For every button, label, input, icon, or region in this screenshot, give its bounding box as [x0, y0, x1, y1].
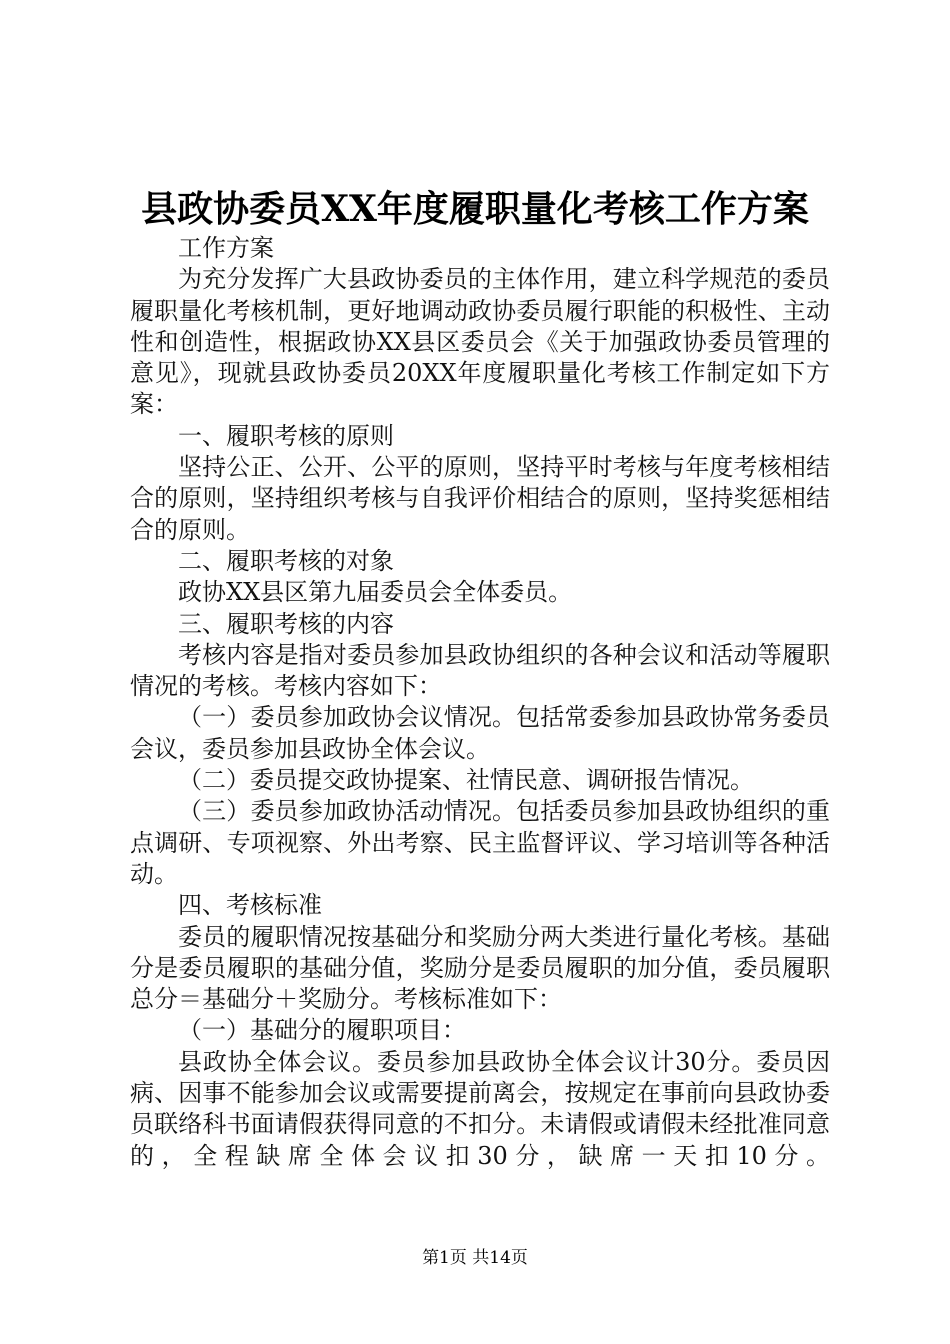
list-item-meetings: （一）委员参加政协会议情况。包括常委参加县政协常务委员会议，委员参加县政协全体会议。: [130, 703, 830, 763]
list-item-proposals: （二）委员提交政协提案、社情民意、调研报告情况。: [178, 766, 754, 795]
list-item-activities: （三）委员参加政协活动情况。包括委员参加县政协组织的重点调研、专项视察、外出考察、民主监督评议、学习培训等各种活动。: [130, 797, 830, 888]
section-heading-standards: 四、考核标准: [178, 891, 322, 920]
paragraph-intro: 为充分发挥广大县政协委员的主体作用，建立科学规范的委员履职量化考核机制，更好地调动政协委员履行职能的积极性、主动性和创造性，根据政协XX县区委员会《关于加强政协委员管理的意见》，现就县政协委员20XX年度履职量化考核工作制定如下方案：: [130, 265, 830, 419]
paragraph-plenary: 县政协全体会议。委员参加县政协全体会议计30分。委员因病、因事不能参加会议或需要提前离会，按规定在事前向县政协委员联络科书面请假获得同意的不扣分。未请假或请假未经批准同意的，全程缺席全体会议扣30分，缺席一天扣10分。: [130, 1047, 830, 1170]
document-title: 县政协委员XX年度履职量化考核工作方案: [141, 188, 809, 230]
paragraph-principles: 坚持公正、公开、公平的原则，坚持平时考核与年度考核相结合的原则，坚持组织考核与自我评价相结合的原则，坚持奖惩相结合的原则。: [130, 453, 830, 544]
section-heading-principles: 一、履职考核的原则: [178, 421, 394, 450]
section-heading-content: 三、履职考核的内容: [178, 609, 394, 638]
paragraph-content: 考核内容是指对委员参加县政协组织的各种会议和活动等履职情况的考核。考核内容如下：: [130, 640, 830, 701]
page-footer: 第1页 共14页: [422, 1248, 528, 1268]
document-body: [130, 233, 830, 1172]
list-item-base-score: （一）基础分的履职项目：: [178, 1016, 466, 1045]
paragraph-standards: 委员的履职情况按基础分和奖励分两大类进行量化考核。基础分是委员履职的基础分值，奖励分是委员履职的加分值，委员履职总分＝基础分＋奖励分。考核标准如下：: [130, 922, 830, 1014]
paragraph-label: 工作方案: [178, 234, 274, 262]
paragraph-targets: 政协XX县区第九届委员会全体委员。: [178, 578, 573, 607]
section-heading-targets: 二、履职考核的对象: [178, 546, 394, 575]
